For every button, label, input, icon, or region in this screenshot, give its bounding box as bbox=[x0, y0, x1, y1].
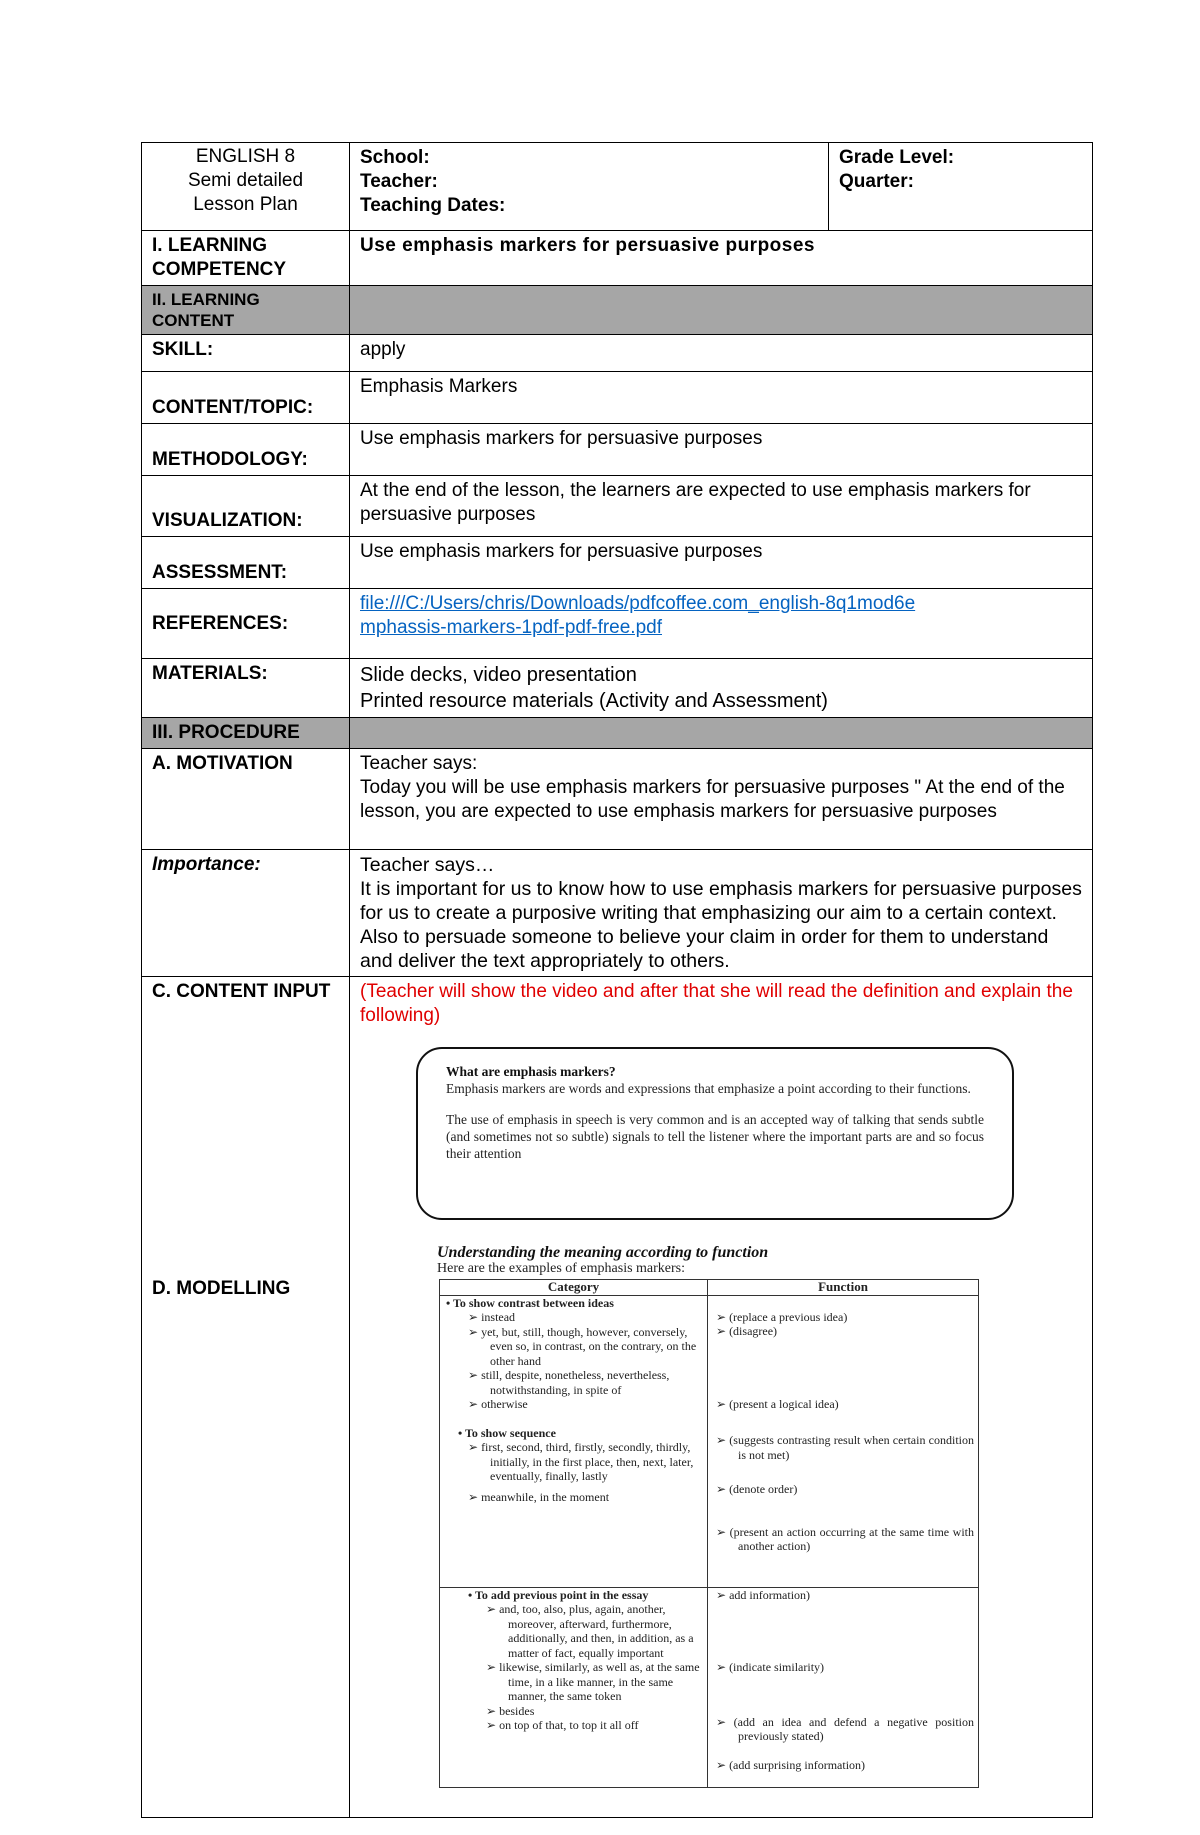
references-label: REFERENCES: bbox=[142, 589, 350, 659]
references-row bbox=[142, 589, 1093, 659]
teaching-dates-label: Teaching Dates: bbox=[360, 195, 506, 216]
teacher-label: Teacher: bbox=[360, 171, 438, 192]
learning-content-label: II. LEARNING CONTENT bbox=[142, 286, 350, 335]
definition-question: What are emphasis markers? bbox=[446, 1064, 616, 1079]
table-row: • To show contrast between ideas ➢ instead ➢ yet, but, still, though, however, conversely, even so, in contrast, on the contrary, on the other hand ➢ still, despite, nonetheless, nevertheless, notwithstanding, in spite of ➢ otherwise • To show sequence ➢ first, second, third, firstly, secondly, thirdly, initially, in the first place, then, next, later, eventually, finally, lastly ➢ meanwhile, in the moment ➢ (replace a previous idea) ➢ (disagree) ➢ (present a logical idea) ➢ (suggests contrasting result when certain condition is not met) ➢ (denote order) ➢ (present an action occurring at the same time with another action) bbox=[440, 1295, 979, 1587]
grade-quarter-cell bbox=[829, 143, 1093, 231]
importance-value: Teacher says… It is important for us to know how to use emphasis markers for persuasive purposes for us to create a purposive writing that emphasizing our aim to a certain context. Also to persuade someone to believe your claim in order for them to understand and deliver the text appropriately to others. bbox=[350, 850, 1093, 977]
competency-row bbox=[142, 231, 1093, 286]
table-row: • To add previous point in the essay ➢ and, too, also, plus, again, another, moreover, afterward, furthermore, additionally, and then, in addition, as a matter of fact, equally important ➢ likewise, similarly, as well as, at the same time, in a like manner, in the same manner, the same token ➢ besides ➢ on top of that, to top it all off ➢ add information) ➢ (indicate similarity) ➢ (add an idea and defend a negative position previously stated) ➢ (add surprising information) bbox=[440, 1587, 979, 1787]
importance-row bbox=[142, 850, 1093, 977]
materials-label: MATERIALS: bbox=[142, 659, 350, 718]
quarter-label: Quarter: bbox=[839, 171, 914, 192]
topic-row bbox=[142, 372, 1093, 424]
grade-level-label: Grade Level: bbox=[839, 147, 955, 168]
topic-value: Emphasis Markers bbox=[350, 372, 1093, 424]
methodology-row bbox=[142, 424, 1093, 476]
learning-content-header bbox=[142, 286, 1093, 335]
motivation-value: Teacher says: Today you will be use emphasis markers for persuasive purposes " At the end of the lesson, you are expected to use emphasis markers for persuasive purposes bbox=[350, 749, 1093, 850]
methodology-label: METHODOLOGY: bbox=[142, 424, 350, 476]
assessment-row bbox=[142, 537, 1093, 589]
materials-value: Slide decks, video presentation Printed resource materials (Activity and Assessment) bbox=[350, 659, 1093, 718]
visualization-value: At the end of the lesson, the learners are expected to use emphasis markers for persuasive purposes bbox=[350, 476, 1093, 537]
motivation-label: A. MOTIVATION bbox=[142, 749, 350, 850]
reference-link[interactable]: file:///C:/Users/chris/Downloads/pdfcoffee.com_english-8q1mod6emphassis-markers-1pdf-pdf-free.pdf bbox=[360, 593, 916, 638]
motivation-row bbox=[142, 749, 1093, 850]
assessment-value: Use emphasis markers for persuasive purposes bbox=[350, 537, 1093, 589]
visualization-label: VISUALIZATION: bbox=[142, 476, 350, 537]
school-label: School: bbox=[360, 147, 430, 168]
procedure-label: III. PROCEDURE bbox=[142, 718, 350, 749]
function-table-title: Understanding the meaning according to function bbox=[437, 1244, 769, 1261]
category-header: Category bbox=[440, 1280, 708, 1296]
methodology-value: Use emphasis markers for persuasive purposes bbox=[350, 424, 1093, 476]
content-input-label: C. CONTENT INPUT bbox=[152, 981, 331, 1002]
function-header: Function bbox=[708, 1280, 979, 1296]
function-table-header bbox=[440, 1280, 979, 1296]
definition-text: Emphasis markers are words and expressions that emphasize a point according to their functions. bbox=[446, 1081, 971, 1096]
function-table-subtitle: Here are the examples of emphasis markers: bbox=[437, 1261, 686, 1276]
competency-label: I. LEARNING COMPETENCY bbox=[142, 231, 350, 286]
visualization-row bbox=[142, 476, 1093, 537]
skill-row bbox=[142, 335, 1093, 372]
lesson-plan-page bbox=[141, 142, 1092, 1818]
plan-title: ENGLISH 8 Semi detailed Lesson Plan bbox=[142, 143, 350, 231]
competency-value: Use emphasis markers for persuasive purposes bbox=[350, 231, 1093, 286]
references-cell bbox=[350, 589, 1093, 659]
content-modelling-labels bbox=[142, 977, 350, 1818]
modelling-label: D. MODELLING bbox=[152, 1278, 291, 1299]
header-row bbox=[142, 143, 1093, 231]
importance-label: Importance: bbox=[142, 850, 350, 977]
emphasis-definition-box bbox=[416, 1047, 1014, 1220]
materials-row bbox=[142, 659, 1093, 718]
assessment-label: ASSESSMENT: bbox=[142, 537, 350, 589]
topic-label: CONTENT/TOPIC: bbox=[142, 372, 350, 424]
definition-usage: The use of emphasis in speech is very common and is an accepted way of talking that sends subtle (and sometimes not so subtle) signals to tell the listener where the important parts are and so focus their attention bbox=[446, 1112, 984, 1161]
school-teacher-cell bbox=[350, 143, 829, 231]
content-input-note: (Teacher will show the video and after that she will read the definition and explain the following) bbox=[360, 981, 1073, 1026]
function-table bbox=[439, 1279, 979, 1788]
procedure-header bbox=[142, 718, 1093, 749]
skill-value: apply bbox=[350, 335, 1093, 372]
skill-label: SKILL: bbox=[142, 335, 350, 372]
